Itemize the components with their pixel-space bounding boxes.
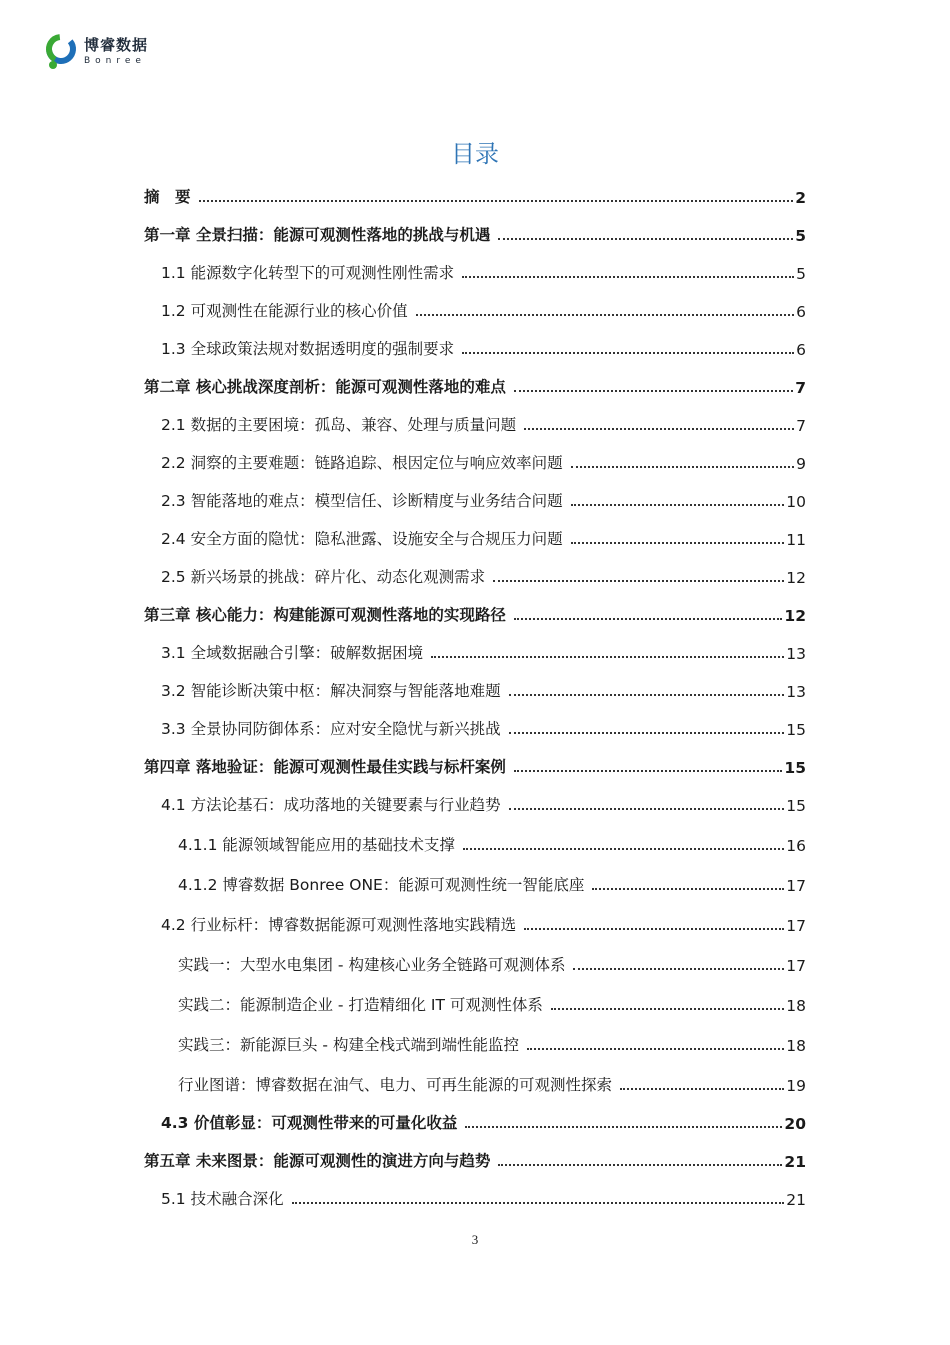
toc-leader-dots [573,968,784,970]
toc-entry-page: 15 [786,721,806,739]
toc-entry[interactable] [144,975,806,1015]
toc-entry-label: 第一章 全景扫描：能源可观测性落地的挑战与机遇 [144,226,491,244]
toc-entry-label: 4.1 方法论基石：成功落地的关键要素与行业趋势 [161,796,501,814]
toc-entry-page: 7 [795,379,806,397]
toc-leader-dots [292,1202,785,1204]
toc-entry-page: 20 [784,1115,806,1133]
toc-leader-dots [462,352,794,354]
toc-entry[interactable] [144,435,806,473]
toc-leader-dots [514,618,783,620]
toc-leader-dots [463,848,784,850]
toc-entry[interactable] [144,895,806,935]
toc-entry-page: 17 [786,917,806,935]
table-of-contents [144,169,806,1209]
toc-entry-label: 3.3 全景协同防御体系：应对安全隐忧与新兴挑战 [161,720,501,738]
toc-entry-label: 实践三：新能源巨头 - 构建全栈式端到端性能监控 [178,1036,519,1054]
toc-entry-page: 6 [796,341,806,359]
toc-entry-label: 2.2 洞察的主要难题：链路追踪、根因定位与响应效率问题 [161,454,563,472]
toc-entry-page: 11 [786,531,806,549]
toc-entry-label: 5.1 技术融合深化 [161,1190,284,1208]
page-number: 3 [471,1232,479,1247]
toc-entry[interactable] [144,245,806,283]
toc-entry[interactable] [144,1095,806,1133]
toc-leader-dots [571,542,785,544]
toc-entry-label: 第二章 核心挑战深度剖析：能源可观测性落地的难点 [144,378,506,396]
toc-entry[interactable] [144,777,806,815]
toc-entry-label: 4.2 行业标杆：博睿数据能源可观测性落地实践精选 [161,916,517,934]
toc-entry[interactable] [144,321,806,359]
toc-entry-label: 4.3 价值彰显：可观测性带来的可量化收益 [161,1114,458,1132]
toc-entry-label: 第四章 落地验证：能源可观测性最佳实践与标杆案例 [144,758,506,776]
toc-leader-dots [509,732,785,734]
toc-entry[interactable] [144,1055,806,1095]
toc-entry-page: 18 [786,1037,806,1055]
toc-leader-dots [571,504,785,506]
toc-leader-dots [465,1126,782,1128]
toc-entry[interactable] [144,397,806,435]
toc-entry-label: 1.1 能源数字化转型下的可观测性刚性需求 [161,264,455,282]
toc-entry[interactable] [144,855,806,895]
toc-leader-dots [551,1008,784,1010]
toc-entry-page: 18 [786,997,806,1015]
toc-entry-label: 行业图谱：博睿数据在油气、电力、可再生能源的可观测性探索 [178,1076,613,1094]
toc-leader-dots [498,1164,782,1166]
toc-leader-dots [514,390,793,392]
toc-entry[interactable] [144,473,806,511]
toc-entry-page: 13 [786,683,806,701]
toc-entry[interactable] [144,587,806,625]
toc-entry-page: 12 [784,607,806,625]
toc-entry-label: 2.5 新兴场景的挑战：碎片化、动态化观测需求 [161,568,486,586]
toc-leader-dots [462,276,794,278]
toc-entry-label: 2.3 智能落地的难点：模型信任、诊断精度与业务结合问题 [161,492,563,510]
toc-entry[interactable] [144,283,806,321]
toc-entry-page: 17 [786,957,806,975]
toc-leader-dots [509,808,785,810]
toc-entry-label: 3.1 全域数据融合引擎：破解数据困境 [161,644,424,662]
toc-entry-page: 5 [795,227,806,245]
toc-leader-dots [571,466,795,468]
toc-leader-dots [416,314,795,316]
toc-entry[interactable] [144,1015,806,1055]
toc-leader-dots [527,1048,784,1050]
toc-entry-page: 10 [786,493,806,511]
toc-entry[interactable] [144,207,806,245]
toc-leader-dots [498,238,793,240]
toc-entry[interactable] [144,1133,806,1171]
toc-entry-label: 3.2 智能诊断决策中枢：解决洞察与智能落地难题 [161,682,501,700]
toc-entry-page: 5 [796,265,806,283]
toc-entry-page: 19 [786,1077,806,1095]
toc-entry-label: 第五章 未来图景：能源可观测性的演进方向与趋势 [144,1152,491,1170]
toc-leader-dots [524,428,794,430]
toc-title: 目录 [451,140,499,168]
toc-leader-dots [514,770,783,772]
toc-leader-dots [431,656,784,658]
toc-entry-page: 15 [784,759,806,777]
toc-entry-page: 15 [786,797,806,815]
toc-leader-dots [620,1088,784,1090]
toc-entry-page: 7 [796,417,806,435]
toc-entry-label: 实践二：能源制造企业 - 打造精细化 IT 可观测性体系 [178,996,543,1014]
toc-entry[interactable] [144,739,806,777]
toc-entry-page: 21 [786,1191,806,1209]
toc-entry-label: 4.1.2 博睿数据 Bonree ONE：能源可观测性统一智能底座 [178,876,585,894]
toc-entry-page: 6 [796,303,806,321]
logo-name-cn: 博睿数据 [84,36,149,54]
toc-entry[interactable] [144,935,806,975]
toc-entry-label: 摘 要 [144,188,191,206]
toc-entry-label: 2.4 安全方面的隐忧：隐私泄露、设施安全与合规压力问题 [161,530,563,548]
logo-name-en: Bonree [84,56,146,66]
toc-entry[interactable] [144,169,806,207]
toc-entry[interactable] [144,511,806,549]
toc-leader-dots [509,694,785,696]
toc-entry[interactable] [144,549,806,587]
toc-entry-page: 21 [784,1153,806,1171]
toc-entry-page: 12 [786,569,806,587]
toc-entry-page: 9 [796,455,806,473]
toc-entry[interactable] [144,815,806,855]
toc-entry-page: 16 [786,837,806,855]
toc-entry-label: 1.2 可观测性在能源行业的核心价值 [161,302,408,320]
toc-entry-label: 实践一：大型水电集团 - 构建核心业务全链路可观测体系 [178,956,566,974]
toc-leader-dots [493,580,784,582]
toc-entry[interactable] [144,663,806,701]
toc-entry-page: 13 [786,645,806,663]
toc-entry[interactable] [144,1171,806,1209]
toc-leader-dots [199,200,794,202]
toc-entry[interactable] [144,625,806,663]
bonree-logo-icon [44,32,78,72]
brand-logo [44,32,148,72]
toc-entry-label: 1.3 全球政策法规对数据透明度的强制要求 [161,340,455,358]
toc-entry-label: 第三章 核心能力：构建能源可观测性落地的实现路径 [144,606,506,624]
toc-entry[interactable] [144,701,806,739]
toc-entry-label: 2.1 数据的主要困境：孤岛、兼容、处理与质量问题 [161,416,517,434]
toc-leader-dots [524,928,784,930]
toc-entry-page: 17 [786,877,806,895]
toc-entry[interactable] [144,359,806,397]
toc-entry-page: 2 [795,189,806,207]
toc-leader-dots [592,888,784,890]
toc-entry-label: 4.1.1 能源领域智能应用的基础技术支撑 [178,836,455,854]
